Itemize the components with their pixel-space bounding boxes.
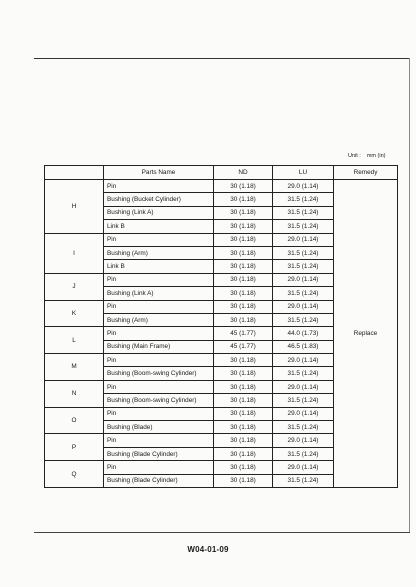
- page-code: W04-01-09: [187, 545, 229, 554]
- part-name-cell: Pin: [104, 434, 214, 447]
- nd-cell: 30 (1.18): [214, 474, 273, 487]
- nd-cell: 30 (1.18): [214, 354, 273, 367]
- group-header: [45, 166, 104, 180]
- lu-cell: 29.0 (1.14): [273, 407, 334, 420]
- part-name-cell: Pin: [104, 300, 214, 313]
- right-rule: [409, 58, 410, 532]
- nd-cell: 30 (1.18): [214, 447, 273, 460]
- part-name-cell: Pin: [104, 461, 214, 474]
- bottom-rule: [34, 532, 410, 533]
- part-name-cell: Pin: [104, 273, 214, 286]
- lu-cell: 29.0 (1.14): [273, 180, 334, 193]
- lu-cell: 31.5 (1.24): [273, 447, 334, 460]
- unit-note: [348, 153, 408, 159]
- part-name-cell: Pin: [104, 180, 214, 193]
- lu-cell: 31.5 (1.24): [273, 394, 334, 407]
- part-name-cell: Pin: [104, 354, 214, 367]
- part-name-cell: Bushing (Boom-swing Cylinder): [104, 367, 214, 380]
- nd-cell: 30 (1.18): [214, 273, 273, 286]
- part-name-cell: Bushing (Bucket Cylinder): [104, 193, 214, 206]
- nd-header: ND: [214, 166, 273, 180]
- table-header-row: [45, 166, 398, 180]
- nd-cell: 30 (1.18): [214, 367, 273, 380]
- lu-cell: 31.5 (1.24): [273, 260, 334, 273]
- remedy-cell: Replace: [334, 180, 398, 488]
- lu-cell: 29.0 (1.14): [273, 233, 334, 246]
- part-name-cell: Pin: [104, 380, 214, 393]
- group-label: P: [45, 434, 104, 461]
- unit-label: Unit :: [348, 153, 361, 159]
- nd-cell: 30 (1.18): [214, 287, 273, 300]
- group-label: J: [45, 273, 104, 300]
- part-name-cell: Bushing (Arm): [104, 313, 214, 326]
- top-rule: [34, 58, 410, 59]
- nd-cell: 30 (1.18): [214, 394, 273, 407]
- lu-cell: 31.5 (1.24): [273, 246, 334, 259]
- lu-cell: 31.5 (1.24): [273, 193, 334, 206]
- group-label: I: [45, 233, 104, 273]
- nd-cell: 30 (1.18): [214, 313, 273, 326]
- table-body: [45, 180, 398, 488]
- lu-cell: 29.0 (1.14): [273, 273, 334, 286]
- lu-cell: 29.0 (1.14): [273, 354, 334, 367]
- lu-cell: 31.5 (1.24): [273, 220, 334, 233]
- part-name-cell: Bushing (Link A): [104, 287, 214, 300]
- lu-cell: 31.5 (1.24): [273, 474, 334, 487]
- group-label: O: [45, 407, 104, 434]
- nd-cell: 30 (1.18): [214, 193, 273, 206]
- lu-cell: 29.0 (1.14): [273, 300, 334, 313]
- nd-cell: 30 (1.18): [214, 246, 273, 259]
- parts-name-header: Parts Name: [104, 166, 214, 180]
- lu-cell: 31.5 (1.24): [273, 206, 334, 219]
- part-name-cell: Bushing (Blade Cylinder): [104, 474, 214, 487]
- group-label: N: [45, 380, 104, 407]
- group-label: L: [45, 327, 104, 354]
- lu-cell: 46.5 (1.83): [273, 340, 334, 353]
- nd-cell: 30 (1.18): [214, 461, 273, 474]
- lu-cell: 29.0 (1.14): [273, 380, 334, 393]
- nd-cell: 30 (1.18): [214, 206, 273, 219]
- group-label: H: [45, 180, 104, 234]
- table-row: [45, 180, 398, 193]
- part-name-cell: Link B: [104, 220, 214, 233]
- nd-cell: 30 (1.18): [214, 220, 273, 233]
- part-name-cell: Bushing (Link A): [104, 206, 214, 219]
- lu-cell: 29.0 (1.14): [273, 434, 334, 447]
- nd-cell: 30 (1.18): [214, 260, 273, 273]
- nd-cell: 45 (1.77): [214, 340, 273, 353]
- part-name-cell: Bushing (Main Frame): [104, 340, 214, 353]
- lu-cell: 44.0 (1.73): [273, 327, 334, 340]
- part-name-cell: Bushing (Boom-swing Cylinder): [104, 394, 214, 407]
- nd-cell: 30 (1.18): [214, 300, 273, 313]
- lu-cell: 31.5 (1.24): [273, 367, 334, 380]
- nd-cell: 30 (1.18): [214, 180, 273, 193]
- group-label: K: [45, 300, 104, 327]
- remedy-header: Remedy: [334, 166, 398, 180]
- unit-value: mm (in): [366, 153, 386, 159]
- nd-cell: 30 (1.18): [214, 434, 273, 447]
- lu-cell: 31.5 (1.24): [273, 287, 334, 300]
- part-name-cell: Pin: [104, 407, 214, 420]
- part-name-cell: Link B: [104, 260, 214, 273]
- part-name-cell: Bushing (Blade): [104, 421, 214, 434]
- nd-cell: 30 (1.18): [214, 233, 273, 246]
- lu-cell: 29.0 (1.14): [273, 461, 334, 474]
- lu-cell: 31.5 (1.24): [273, 421, 334, 434]
- lu-header: LU: [273, 166, 334, 180]
- wear-limit-table: [44, 165, 398, 488]
- nd-cell: 30 (1.18): [214, 407, 273, 420]
- group-label: Q: [45, 461, 104, 488]
- nd-cell: 30 (1.18): [214, 380, 273, 393]
- part-name-cell: Pin: [104, 327, 214, 340]
- part-name-cell: Bushing (Blade Cylinder): [104, 447, 214, 460]
- nd-cell: 45 (1.77): [214, 327, 273, 340]
- part-name-cell: Bushing (Arm): [104, 246, 214, 259]
- nd-cell: 30 (1.18): [214, 421, 273, 434]
- group-label: M: [45, 354, 104, 381]
- part-name-cell: Pin: [104, 233, 214, 246]
- lu-cell: 31.5 (1.24): [273, 313, 334, 326]
